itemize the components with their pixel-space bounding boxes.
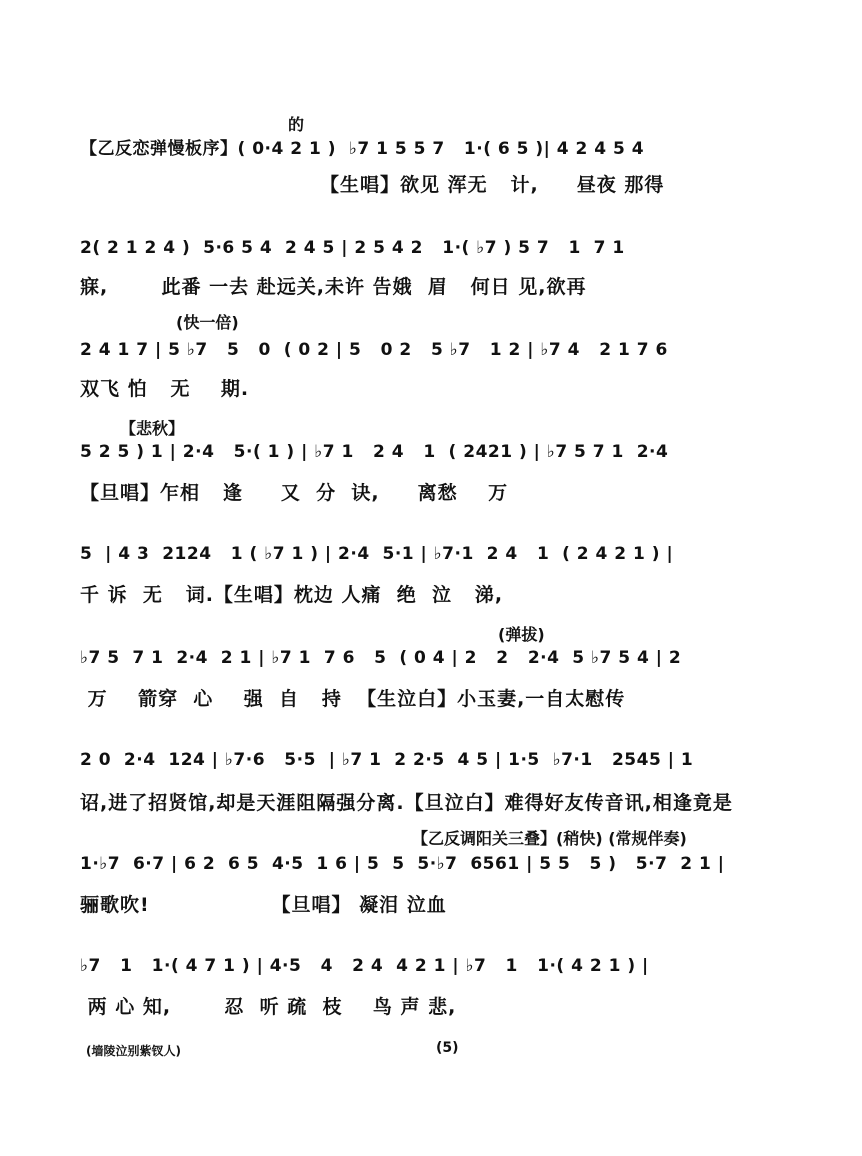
- annotation-above: (弹拔): [498, 625, 545, 644]
- notes-line: 1·♭7 6·7 | 6 2 6 5 4·5 1 6 | 5 5 5·♭7 6561 | 5 5 5 ) 5·7 2 1 |: [80, 854, 725, 874]
- notes-line: 5 | 4 3 2124 1 ( ♭7 1 ) | 2·4 5·1 | ♭7·1 2 4 1 ( 2 4 2 1 ) |: [80, 544, 674, 564]
- notes-line: 2( 2 1 2 4 ) 5·6 5 4 2 4 5 | 2 5 4 2 1·( ♭7 ) 5 7 1 7 1: [80, 238, 625, 258]
- lyrics-line: 【旦唱】乍相 逢 又 分 诀, 离愁 万: [80, 482, 509, 504]
- notes-line: 5 2 5 ) 1 | 2·4 5·( 1 ) | ♭7 1 2 4 1 ( 2421 ) | ♭7 5 7 1 2·4: [80, 442, 669, 462]
- lyrics-line: 万 箭穿 心 强 自 持 【生泣白】小玉妻,一自太慰传: [80, 688, 626, 710]
- lyrics-line: 双飞 怕 无 期.: [80, 378, 250, 400]
- lyrics-line: 千 诉 无 词.【生唱】枕边 人痛 绝 泣 涕,: [80, 584, 504, 606]
- notes-line: ♭7 5 7 1 2·4 2 1 | ♭7 1 7 6 5 ( 0 4 | 2 2 2·4 5 ♭7 5 4 | 2: [80, 648, 682, 668]
- notes-line: 【乙反恋弹慢板序】( 0·4 2 1 ) ♭7 1 5 5 7 1·( 6 5 )| 4 2 4 5 4: [80, 139, 645, 159]
- annotation-above: (快一倍): [176, 313, 239, 332]
- lyrics-line: 骊歌吹! 【旦唱】 凝泪 泣血: [80, 894, 447, 916]
- lyrics-line: 【生唱】欲见 浑无 计, 昼夜 那得: [320, 174, 665, 196]
- notes-line: 2 4 1 7 | 5 ♭7 5 0 ( 0 2 | 5 0 2 5 ♭7 1 2 | ♭7 4 2 1 7 6: [80, 340, 668, 360]
- annotation-above: 【乙反调阳关三叠】(稍快) (常规伴奏): [412, 829, 687, 848]
- lyrics-line: 寐, 此番 一去 赴远关,未许 告娥 眉 何日 见,欲再: [80, 276, 587, 298]
- notes-line: 2 0 2·4 124 | ♭7·6 5·5 | ♭7 1 2 2·5 4 5 | 1·5 ♭7·1 2545 | 1: [80, 750, 694, 770]
- annotation-above: 的: [288, 115, 305, 134]
- lyrics-line: 两 心 知, 忍 听 疏 枝 鸟 声 悲,: [80, 996, 457, 1018]
- footer-title: (墙陵泣别紫钗人): [86, 1044, 181, 1058]
- notes-line: ♭7 1 1·( 4 7 1 ) | 4·5 4 2 4 4 2 1 | ♭7 1 1·( 4 2 1 ) |: [80, 956, 649, 976]
- annotation-above: 【悲秋】: [120, 419, 185, 438]
- page-number: (5): [436, 1040, 459, 1056]
- lyrics-line: 诏,进了招贤馆,却是天涯阻隔强分离.【旦泣白】难得好友传音讯,相逢竟是: [80, 792, 733, 814]
